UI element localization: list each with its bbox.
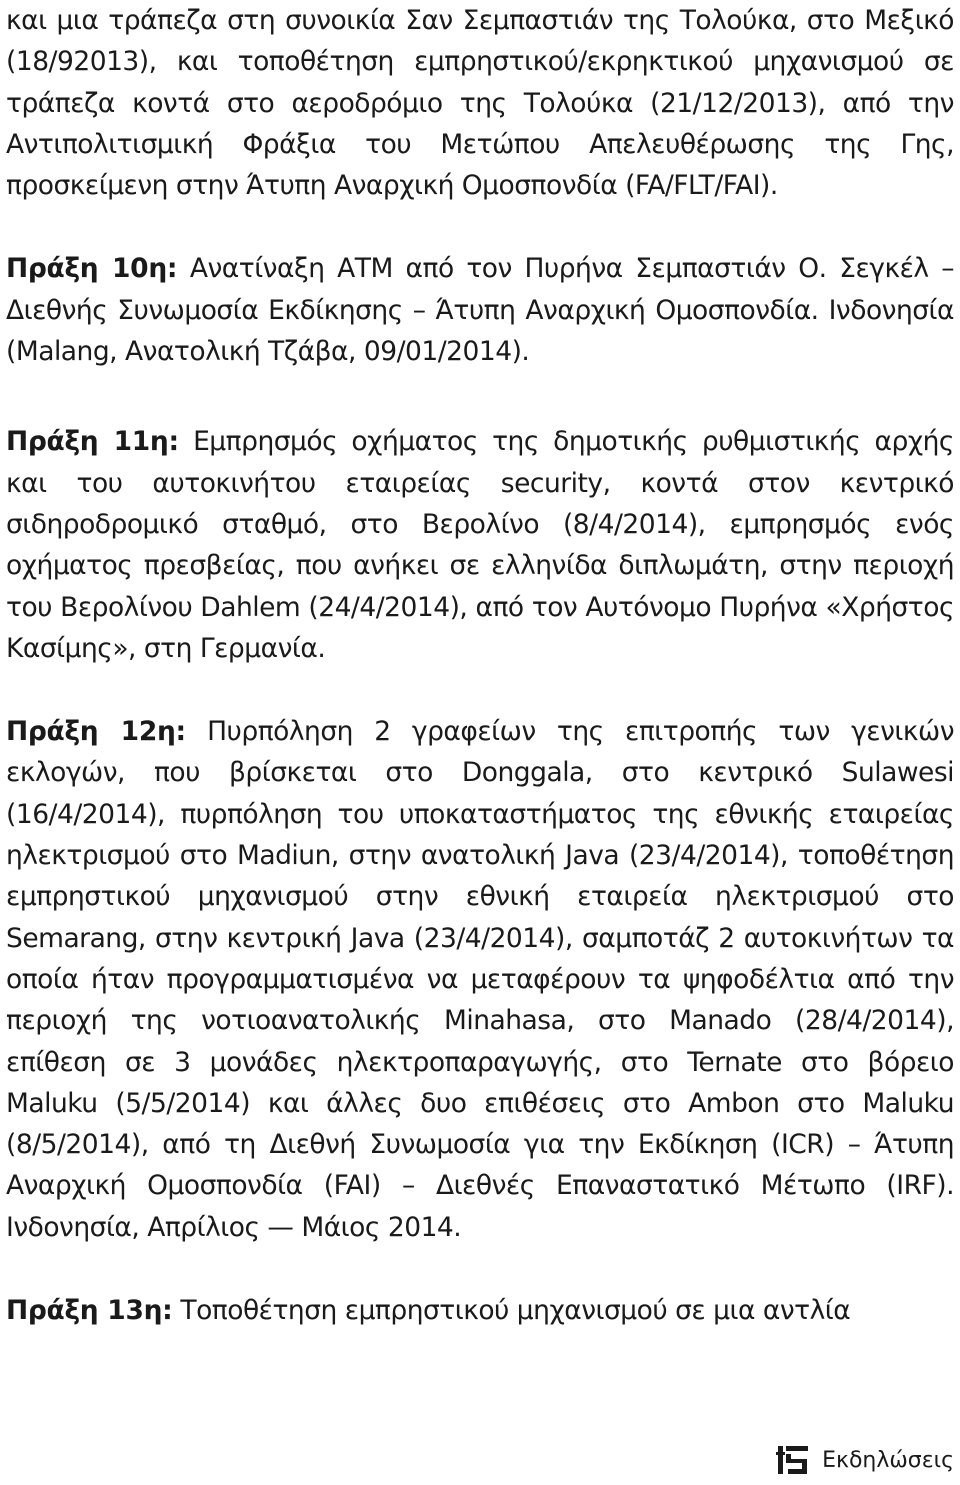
act-12-text: Πυρπόληση 2 γραφείων της επιτροπής των γενικών εκλογών, που βρίσκεται στο Donggala, στο κεντρικό Sulawesi (16/4/2014), πυρπόληση του υποκαταστήματος της εθνικής εταιρείας ηλεκτρισμού στο Madiun, στην ανατολική Java (23/4/2014), τοποθέτηση εμπρηστικού μηχανισμού στην εθνική εταιρεία ηλεκτρισμού στο Semarang, στην κεντρική Java (23/4/2014), σαμποτάζ 2 αυτοκινήτων τα οποία ήταν προγραμματισμένα να μεταφέρουν τα ψηφοδέλτια από την περιοχή της νοτιοανατολικής Minahasa, στο Manado (28/4/2014), επίθεση σε 3 μονάδες ηλεκτροπαραγωγής, στο Ternate στο βόρειο Maluku (5/5/2014) και άλλες δυο επιθέσεις στο Ambon στο Maluku (8/5/2014), από τη Διεθνή Συνωμοσία για την Εκδίκηση (ICR) – Άτυπη Αναρχική Ομοσπονδία (FAI) – Διεθνές Επαναστατικό Μέτωπο (IRF). Ινδονησία, Απρίλιος — Μάιος 2014. [6,716,954,1243]
document-page [6,0,954,1331]
act-13-text: Τοποθέτηση εμπρηστικού μηχανισμού σε μια αντλία [172,1295,851,1327]
paragraph-act-12 [6,711,954,1248]
act-12-label: Πράξη 12η: [6,716,186,748]
page-footer [776,1442,954,1478]
page-number-logo-icon [776,1442,812,1478]
paragraph-act-10 [6,248,954,372]
footer-section-label: Εκδηλώσεις [822,1447,954,1473]
paragraph-act-13 [6,1290,954,1331]
act-11-label: Πράξη 11η: [6,426,179,458]
act-10-label: Πράξη 10η: [6,253,178,285]
act-10-text: Ανατίναξη ΑΤΜ από τον Πυρήνα Σεμπαστιάν Ο. Σεγκέλ – Διεθνής Συνωμοσία Εκδίκησης – Άτυπη Αναρχική Ομοσπονδία. Ινδονησία (Malang, Ανατολική Τζάβα, 09/01/2014). [6,253,954,368]
paragraph-intro [6,0,954,206]
act-13-label: Πράξη 13η: [6,1295,173,1327]
act-11-text: Εμπρησμός οχήματος της δημοτικής ρυθμιστικής αρχής και του αυτοκινήτου εταιρείας security, κοντά στον κεντρικό σιδηροδρομικό σταθμό, στο Βερολίνο (8/4/2014), εμπρησμός ενός οχήματος πρεσβείας, που ανήκει σε ελληνίδα διπλωμάτη, στην περιοχή του Βερολίνου Dahlem (24/4/2014), από τον Αυτόνομο Πυρήνα «Χρήστος Κασίμης», στη Γερμανία. [6,426,954,664]
paragraph-act-11 [6,421,954,669]
paragraph-intro-text: και μια τράπεζα στη συνοικία Σαν Σεμπαστιάν της Τολούκα, στο Μεξικό (18/92013), και τοποθέτηση εμπρηστικού/εκρηκτικού μηχανισμού σε τράπεζα κοντά στο αεροδρόμιο της Τολούκα (21/12/2013), από την Αντιπολιτισμική Φράξια του Μετώπου Απελευθέρωσης της Γης, προσκείμενη στην Άτυπη Αναρχική Ομοσπονδία (FA/FLT/FAI). [6,5,954,202]
